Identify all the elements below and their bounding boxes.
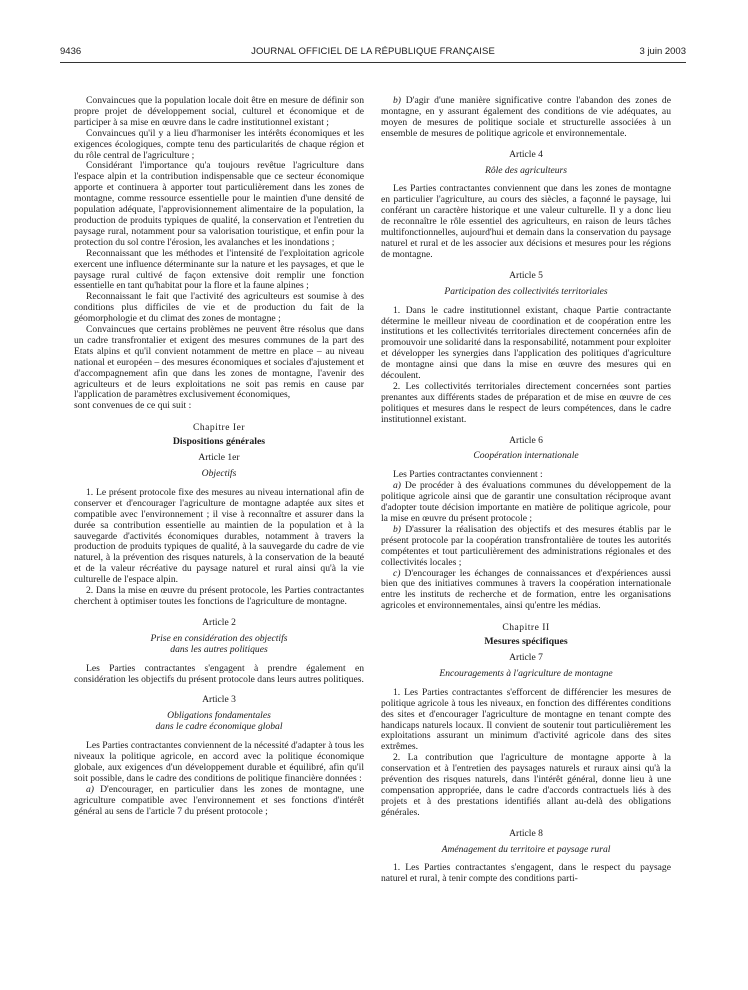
list-text: D'assurer la réalisation des objectifs et des mesures établis par le présent protocole par la coopération transfrontalière de toutes les autorités compétentes et tout particulièrement des administrations régionales et des collectivités locales ; (381, 523, 671, 568)
paragraph: 2. Les collectivités territoriales directement concernées sont parties prenantes aux différents stades de préparation et de mise en œuvre de ces politiques et mesures dans le respect de leurs compétences, dans le cadre institutionnel existant. (381, 380, 671, 425)
list-item (381, 481, 671, 525)
paragraph: 1. Dans le cadre institutionnel existant, chaque Partie contractante détermine le meilleur niveau de coordination et de coopération entre les institutions et les collectivités territoriales directement concernées afin de promouvoir une solidarité dans la responsabilité, notamment pour exploiter et développer les synergies dans l'application des politiques d'agriculture de montagne ainsi que dans la mise en œuvre des mesures qui en découlent. (381, 304, 671, 382)
header-rule (60, 62, 686, 63)
paragraph: Reconnaissant le fait que l'activité des agriculteurs est soumise à des conditions plus difficiles de vie et de production du fait de la géomorphologie et du climat des zones de montagne ; (74, 291, 364, 325)
list-item (381, 525, 671, 569)
paragraph: 1. Le présent protocole fixe des mesures au niveau international afin de conserver et d'encourager l'agriculture de montagne adaptée aux sites et compatible avec l'environnement ; il vise à reconnaître et assurer dans la durée sa contribution essentielle au maintien de la population et à la sauvegarde d'activités économiques durables, notamment à travers la production de produits typiques de qualité, à la sauvegarde du cadre de vie naturel, à la prévention des risques naturels, à la conservation de la beauté et de la valeur récréative du paysage naturel et rural ainsi qu'à la vie culturelle de l'espace alpin. (74, 486, 364, 586)
article-title-line: Obligations fondamentales (167, 710, 271, 722)
left-column (74, 96, 364, 817)
paragraph: Convaincues que la population locale doit être en mesure de définir son propre projet de développement social, culturel et économique et de participer à sa mise en œuvre dans le cadre institutionnel existant ; (74, 95, 364, 128)
list-item (381, 569, 671, 613)
list-text: De procéder à des évaluations communes du développement de la politique agricole ainsi que de garantir une consultation réciproque avant d'adopter toute décision importante en matière de politique agricole, pour la mise en œuvre du présent protocole ; (381, 480, 672, 524)
article-title: Rôle des agriculteurs (484, 164, 568, 176)
article-title: Encouragements à l'agriculture de montagne (439, 667, 613, 679)
article-title: Participation des collectivités territoriales (444, 285, 608, 297)
paragraph: Les Parties contractantes conviennent de la nécessité d'adapter à tous les niveaux la politique agricole, en accord avec la politique économique globale, aux exigences d'un développement durable et équilibré, afin qu'il soit possible, dans le cadre des conditions de politique financière données : (74, 740, 364, 784)
paragraph: Les Parties contractantes conviennent que dans les zones de montagne en particulier l'agriculture, au cours des siècles, a façonné le paysage, lui conférant un caractère historique et une valeur culturelle. Il y a donc lieu de reconnaître le rôle essentiel des agriculteurs, en raison de leurs tâches multifonctionnelles, aujourd'hui et demain dans la conservation du paysage naturel et rural et de les associer aux décisions et mesures pour les régions de montagne. (381, 183, 671, 260)
paragraph: Les Parties contractantes conviennent : (393, 469, 543, 481)
paragraph: Convaincues que certains problèmes ne peuvent être résolus que dans un cadre transfrontalier et exigent des mesures communes de la part des Etats alpins et qu'il convient notamment de mettre en place – au niveau national et européen – des mesures économiques et sociales d'ajustement et d'accompagnement afin que dans les zones de montagne, l'avenir des agriculteurs et de leurs exploitations ne soit pas remis en cause par l'application de paramètres exclusivement économiques, (74, 324, 364, 401)
journal-title: JOURNAL OFFICIEL DE LA RÉPUBLIQUE FRANÇAISE (251, 46, 495, 57)
chapter-heading: Chapitre II (502, 622, 550, 634)
list-item (381, 96, 671, 140)
article-title (74, 634, 364, 656)
paragraph: 2. La contribution que l'agriculture de montagne apporte à la conservation et à l'entretien des paysages naturels et ruraux ainsi qu'à la prévention des risques naturels, dans l'intérêt général, donne lieu à une compensation appropriée, dans le cadre d'accords contractuels liés à des projets et à des prestations identifiés allant au-delà des obligations générales. (381, 752, 671, 818)
article-title: Objectifs (201, 468, 237, 479)
article-title-line: dans les autres politiques (170, 643, 268, 655)
paragraph: Convaincues qu'il y a lieu d'harmoniser les intérêts économiques et les exigences écologiques, compte tenu des particularités de chaque région et du rôle central de l'agriculture ; (74, 127, 364, 161)
article-title: Coopération internationale (473, 450, 579, 462)
paragraph: 2. Dans la mise en œuvre du présent protocole, les Parties contractantes cherchent à optimiser toutes les fonctions de l'agriculture de montagne. (74, 585, 364, 607)
article-heading: Article 8 (509, 827, 543, 839)
publication-date: 3 juin 2003 (639, 46, 686, 57)
article-heading: Article 7 (509, 651, 543, 663)
list-item (74, 785, 364, 818)
page-number: 9436 (60, 46, 82, 57)
list-label: a) (86, 783, 94, 795)
article-heading: Article 3 (202, 694, 236, 706)
article-title: Aménagement du territoire et paysage rural (441, 843, 611, 855)
chapter-heading: Chapitre Ier (192, 422, 246, 434)
article-heading: Article 6 (509, 434, 543, 446)
article-heading: Article 2 (202, 616, 236, 628)
list-label: b) (393, 523, 401, 535)
list-text: D'encourager, en particulier dans les zones de montagne, une agriculture compatible avec l'environnement et ses fonctions d'intérêt général au sens de l'article 7 du présent protocole ; (74, 783, 364, 817)
list-text: D'encourager les échanges de connaissances et d'expériences aussi bien que des initiatives communes à travers la coopération internationale entre les instituts de recherche et de formation, entre les organisations agricoles et environnementales, ainsi qu'entre les médias. (381, 567, 671, 612)
right-column (381, 96, 671, 885)
article-heading: Article 1er (198, 452, 240, 464)
paragraph: 1. Les Parties contractantes s'engagent, dans le respect du paysage naturel et rural, à tenir compte des conditions parti- (381, 862, 671, 885)
article-title-line: Prise en considération des objectifs (150, 632, 288, 644)
article-title-line: dans le cadre économique global (155, 721, 283, 733)
article-heading: Article 4 (509, 148, 543, 160)
paragraph: Reconnaissant que les méthodes et l'intensité de l'exploitation agricole exercent une influence déterminante sur la nature et les paysages, et que le paysage rural cultivé de façon extensive doit remplir une fonction essentielle en tant qu'habitat pour la flore et la faune alpines ; (74, 247, 364, 292)
paragraph: Considérant l'importance qu'a toujours revêtue l'agriculture dans l'espace alpin et la contribution indispensable que ce secteur économique apporte et continuera à apporter tout particulièrement dans les zones de montagne, comme ressource essentielle pour le maintien d'une densité de population adéquate, l'approvisionnement alimentaire de la population, la production de produits typiques de qualité, la conservation et l'entretien du paysage rural, notamment pour sa valorisation touristique, et enfin pour la protection du sol contre l'érosion, les avalanches et les inondations ; (74, 160, 364, 248)
paragraph: Les Parties contractantes s'engagent à prendre également en considération les objectifs du présent protocole dans leurs autres politiques. (74, 662, 364, 685)
paragraph: sont convenues de ce qui suit : (74, 400, 192, 412)
list-label: c) (393, 567, 401, 579)
page-header (60, 46, 686, 60)
paragraph: 1. Les Parties contractantes s'efforcent de différencier les mesures de politique agricole à tous les niveaux, en fonction des différentes conditions des sites et d'encourager l'agriculture de montagne en tenant compte des handicaps naturels locaux. Il convient de soutenir tout particulièrement les exploitations assurant un minimum d'activité agricole dans des sites extrêmes. (381, 686, 671, 753)
chapter-title: Dispositions générales (172, 436, 266, 448)
list-label: b) (393, 95, 401, 106)
article-heading: Article 5 (509, 269, 543, 281)
list-text: D'agir d'une manière significative contre l'abandon des zones de montagne, en y assurant également des conditions de vie adéquates, au moyen de mesures de politique sociale et structurelle associées à un ensemble de mesures de politique agricole et environnementale. (381, 95, 671, 139)
chapter-title: Mesures spécifiques (484, 636, 568, 648)
list-label: a) (393, 480, 401, 492)
article-title (74, 711, 364, 733)
